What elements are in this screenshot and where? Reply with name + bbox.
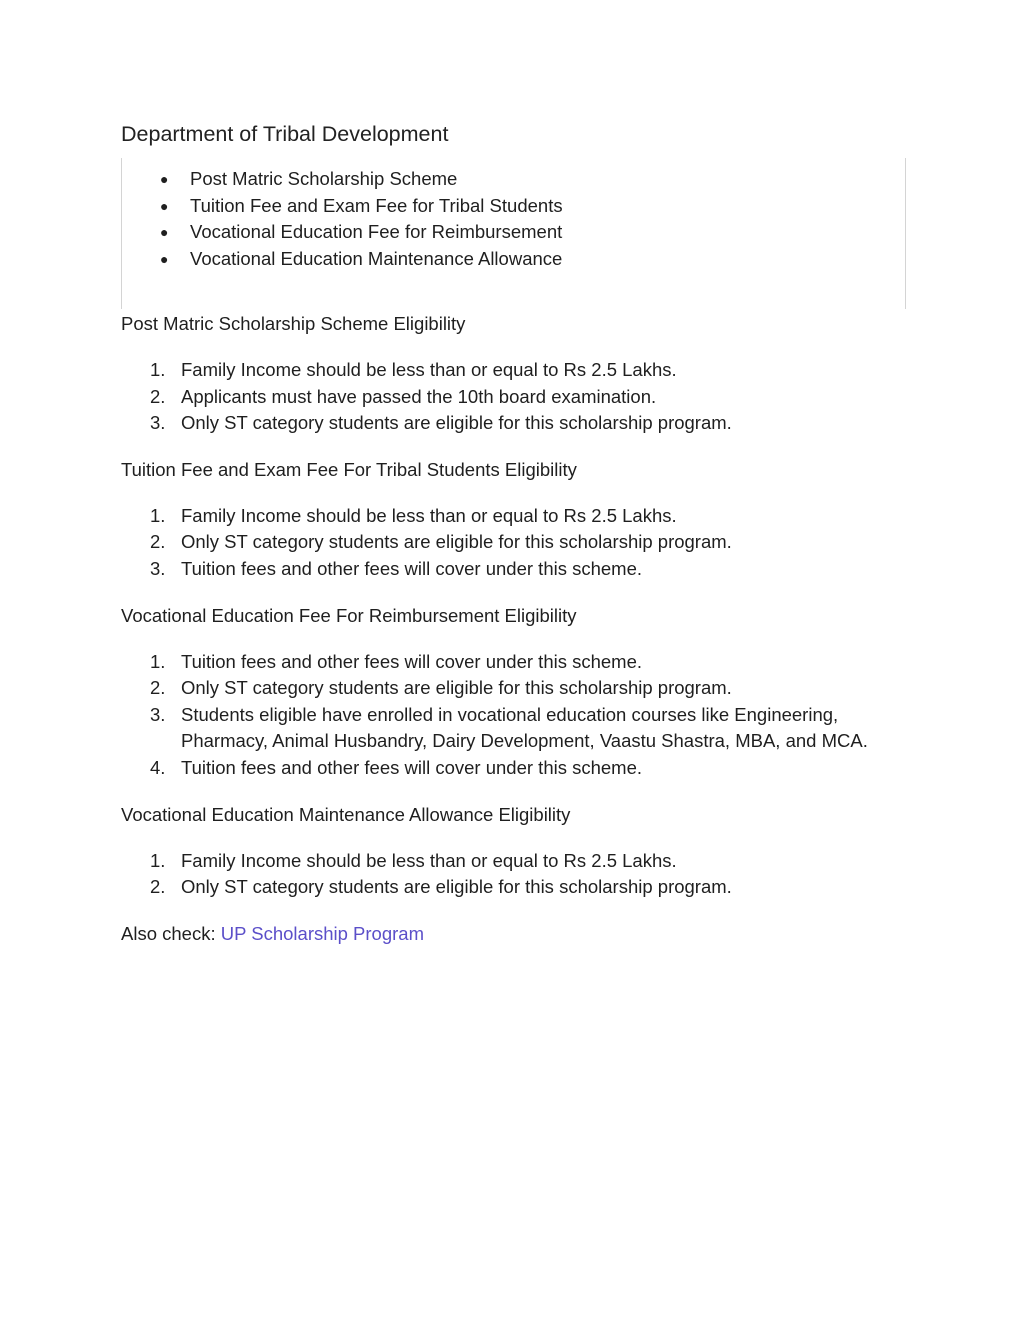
list-item [121, 675, 911, 702]
bullet-icon: ● [160, 171, 169, 187]
eligibility-section-vocational-fee [121, 603, 911, 782]
item-text: Family Income should be less than or equal to Rs 2.5 Lakhs. [181, 504, 677, 526]
list-item: ● Vocational Education Maintenance Allowance [160, 246, 563, 273]
also-check-label: Also check: [121, 922, 216, 944]
schemes-box [121, 158, 906, 309]
list-item [121, 503, 911, 530]
eligibility-section-post-matric [121, 311, 911, 437]
item-number: 3. [150, 557, 166, 579]
up-scholarship-link[interactable]: UP Scholarship Program [220, 922, 424, 944]
also-check [121, 921, 911, 947]
section-heading: Post Matric Scholarship Scheme Eligibility [121, 313, 466, 334]
list-item: ● Vocational Education Fee for Reimbursement [160, 219, 563, 246]
list-item [121, 556, 911, 583]
item-text: Only ST category students are eligible for this scholarship program. [181, 677, 732, 699]
eligibility-list [121, 357, 911, 437]
bullet-icon: ● [160, 224, 169, 241]
item-text: Only ST category students are eligible for this scholarship program. [181, 531, 732, 553]
section-heading: Tuition Fee and Exam Fee For Tribal Students Eligibility [121, 458, 577, 480]
list-item: ● Post Matric Scholarship Scheme [160, 166, 563, 193]
item-number: 2. [150, 531, 166, 553]
list-item [121, 384, 911, 411]
list-item [121, 529, 911, 556]
item-number: 1. [150, 359, 166, 380]
item-number: 2. [150, 677, 166, 699]
item-text: Family Income should be less than or equal to Rs 2.5 Lakhs. [181, 359, 677, 380]
item-text: Only ST category students are eligible for this scholarship program. [181, 412, 732, 434]
item-text: Only ST category students are eligible for this scholarship program. [181, 876, 732, 898]
section-heading: Vocational Education Maintenance Allowance Eligibility [121, 803, 571, 825]
item-number: 2. [150, 385, 166, 407]
list-item [121, 755, 911, 782]
item-text: Tuition fees and other fees will cover under this scheme. [181, 756, 643, 778]
list-item [121, 702, 911, 755]
bullet-icon: ● [160, 197, 169, 214]
list-item [121, 649, 911, 676]
eligibility-list [121, 848, 911, 901]
eligibility-section-tuition-fee [121, 457, 911, 583]
item-number: 1. [150, 849, 166, 871]
list-item [121, 357, 911, 384]
item-number: 2. [150, 876, 166, 898]
eligibility-list [121, 503, 911, 583]
page-title: Department of Tribal Development [121, 122, 449, 146]
list-item [121, 874, 911, 901]
document-page [121, 118, 911, 947]
bullet-icon: ● [160, 250, 169, 267]
list-item [121, 848, 911, 875]
eligibility-list [121, 649, 911, 782]
item-text: Tuition fees and other fees will cover under this scheme. [181, 557, 643, 579]
item-number: 1. [150, 650, 166, 672]
item-number: 1. [150, 504, 166, 526]
item-number: 4. [150, 756, 166, 778]
item-number: 3. [150, 412, 166, 434]
item-number: 3. [150, 703, 166, 725]
eligibility-section-maintenance-allowance [121, 802, 911, 901]
section-heading: Vocational Education Fee For Reimbursement Eligibility [121, 604, 577, 626]
item-text: Applicants must have passed the 10th board examination. [181, 385, 657, 407]
list-item [121, 410, 911, 437]
item-text: Students eligible have enrolled in vocational education courses like Engineering, Pharmacy, Animal Husbandry, Dairy Development, Vaastu Shastra, MBA, and MCA. [181, 703, 868, 752]
item-text: Tuition fees and other fees will cover under this scheme. [181, 650, 643, 672]
item-text: Family Income should be less than or equal to Rs 2.5 Lakhs. [181, 849, 677, 871]
schemes-list [160, 166, 563, 272]
list-item: ● Tuition Fee and Exam Fee for Tribal Students [160, 193, 563, 220]
